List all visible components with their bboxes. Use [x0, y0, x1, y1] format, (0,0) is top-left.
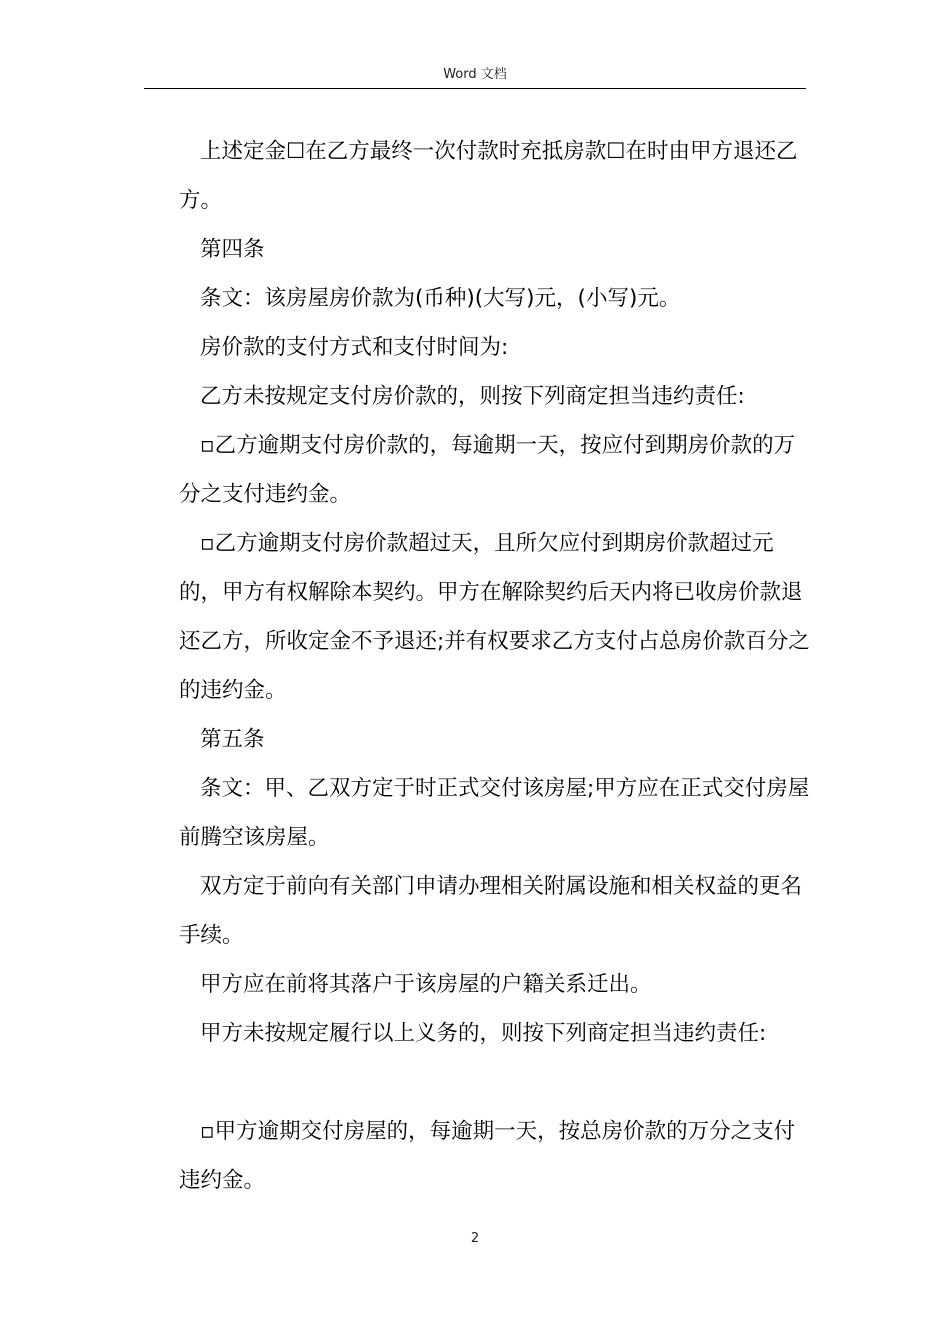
paragraph-payment-method: 房价款的支付方式和支付时间为: [200, 335, 509, 360]
paragraph-seller-breach: 甲方未按规定履行以上义务的，则按下列商定担当违约责任: [200, 1021, 767, 1046]
page-number: 2 [470, 1231, 480, 1246]
paragraph-buyer-late-daily: ▫乙方逾期支付房价款的，每逾期一天，按应付到期房价款的万分之支付违约金。 [179, 433, 796, 507]
article-four-heading: 第四条 [200, 237, 265, 262]
paragraph-deposit: 上述定金☐在乙方最终一次付款时充抵房款☐在时由甲方退还乙方。 [179, 139, 798, 213]
paragraph-household-registration: 甲方应在前将其落户于该房屋的户籍关系迁出。 [200, 972, 652, 997]
blank-line [179, 1058, 814, 1107]
paragraph-seller-late-daily: ▫甲方逾期交付房屋的，每逾期一天，按总房价款的万分之支付违约金。 [179, 1119, 796, 1193]
document-body [179, 127, 814, 1205]
page-header: Word 文档 [443, 67, 507, 82]
article-five-heading: 第五条 [200, 727, 265, 752]
paragraph-buyer-late-termination: ▫乙方逾期支付房价款超过天，且所欠应付到期房价款超过元的，甲方有权解除本契约。甲方在解除契约后天内将已收房价款退还乙方，所收定金不予退还;并有权要求乙方支付占总房价款百分之的违约金。 [179, 531, 810, 703]
paragraph-handover: 条文：甲、乙双方定于时正式交付该房屋;甲方应在正式交付房屋前腾空该房屋。 [179, 776, 810, 850]
paragraph-transfer-procedures: 双方定于前向有关部门申请办理相关附属设施和相关权益的更名手续。 [179, 874, 803, 948]
paragraph-buyer-breach: 乙方未按规定支付房价款的，则按下列商定担当违约责任: [200, 384, 745, 409]
paragraph-price: 条文：该房屋房价款为(币种)(大写)元，(小写)元。 [200, 286, 681, 311]
header-divider [144, 88, 806, 89]
